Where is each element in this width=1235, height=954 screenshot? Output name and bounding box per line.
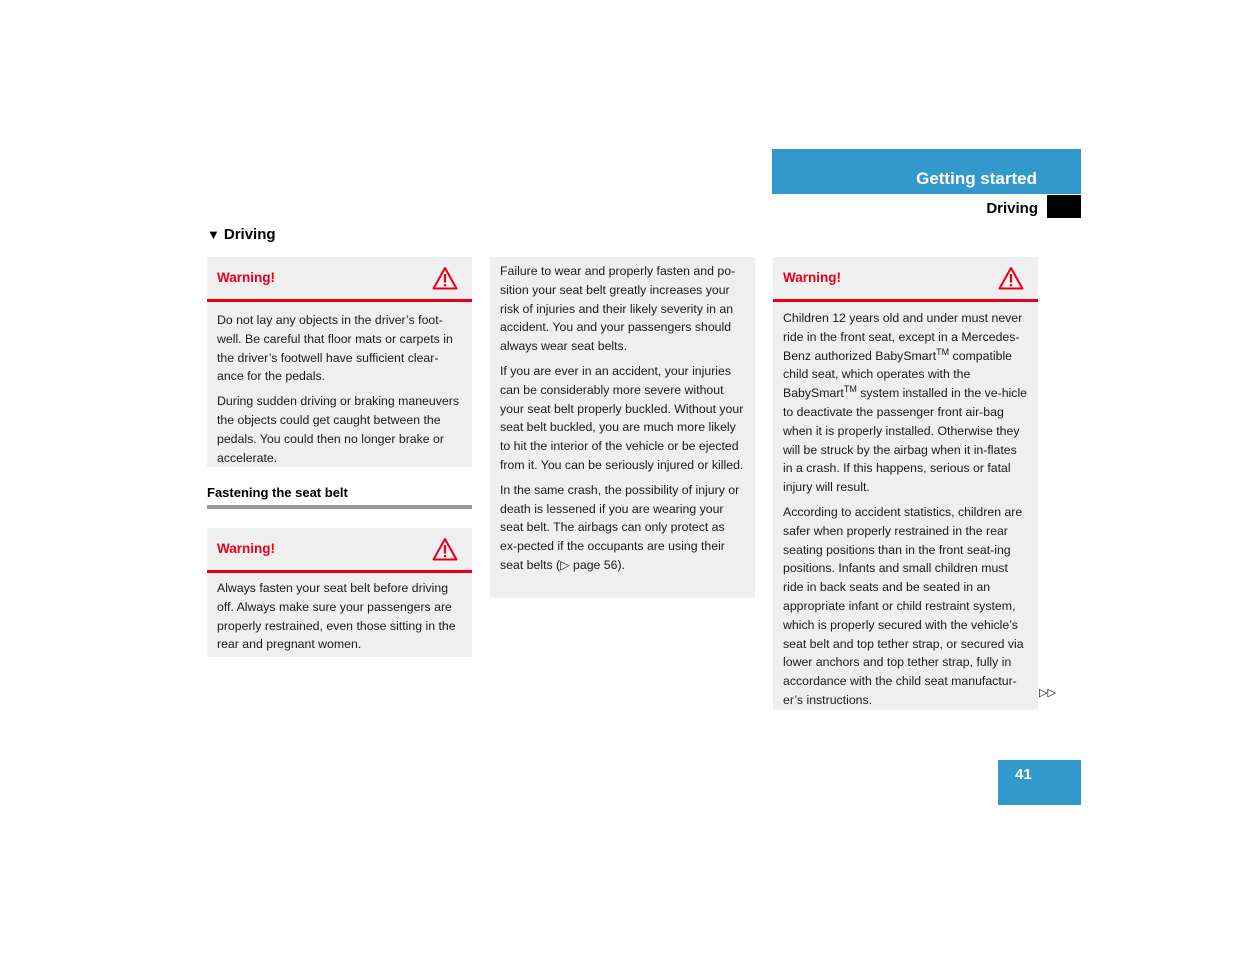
info-paragraph: Failure to wear and properly fasten and po-sition your seat belt greatly increases your risk of injuries and their likely severity in an accident. You and your passengers should always wear seat belts. xyxy=(500,264,736,354)
warning-paragraph: Do not lay any objects in the driver’s foot-well. Be careful that floor mats or carpets in the driver’s footwell have sufficient clear-ance for the pedals. xyxy=(217,313,453,384)
warning-paragraph: According to accident statistics, children are safer when properly restrained in the rear seating positions than in the front seat-ing positions. Infants and small children must ride in back seats and be seated in an appropriate infant or child restraint system, which is properly secured with the vehicle’s seat belt and top tether strap, or secured via lower anchors and top tether strap, fully in accordance with the child seat manufactur-er’s instructions. xyxy=(783,504,1024,707)
warning-triangle-icon xyxy=(432,266,458,290)
info-paragraph: In the same crash, the possibility of injury or death is lessened if you are wearing your seat belt. The airbags can only protect as ex-pected if the occupants are using their seat belts (▷ page 56). xyxy=(500,482,740,572)
warning-box-children xyxy=(773,257,1038,710)
warning-paragraph xyxy=(783,309,1028,497)
warning-text: compatible child seat, which operates with the BabySmart xyxy=(783,348,1013,401)
warning-body xyxy=(773,302,1038,710)
warning-header xyxy=(773,257,1038,302)
warning-text: system installed in the ve-hicle to deactivate the passenger front air-bag when it is properly installed. Otherwise they will be struck by the airbag when it in-flates in a crash. If this happens, serious or fatal injury will result. xyxy=(783,386,1028,495)
section-title: Driving xyxy=(986,200,1038,217)
page-number: 41 xyxy=(1015,766,1032,783)
section-marker-block xyxy=(1047,195,1081,218)
section-heading xyxy=(207,226,276,243)
warning-text: Children 12 years old and under must never ride in the front seat, except in a Mercedes-Benz authorized BabySmart xyxy=(783,311,1023,363)
page-number-tab xyxy=(998,760,1081,805)
warning-paragraph: During sudden driving or braking maneuvers the objects could get caught between the pedals. You could then no longer brake or accelerate. xyxy=(217,394,459,465)
subheading-rule xyxy=(207,505,472,509)
warning-paragraph: Always fasten your seat belt before driving off. Always make sure your passengers are properly restrained, even those sitting in the rear and pregnant women. xyxy=(217,581,456,652)
subheading-fastening-seat-belt: Fastening the seat belt xyxy=(207,485,348,500)
warning-header xyxy=(207,528,472,573)
section-heading-title: Driving xyxy=(223,226,276,243)
trademark-superscript: TM xyxy=(843,384,857,395)
triangle-down-icon: ▼ xyxy=(207,227,220,242)
warning-box-footwell xyxy=(207,257,472,467)
trademark-superscript: TM xyxy=(936,346,950,357)
warning-triangle-icon xyxy=(998,266,1024,290)
warning-body xyxy=(207,302,472,467)
info-box-seat-belt xyxy=(490,257,755,598)
warning-body xyxy=(207,573,472,654)
info-paragraph: If you are ever in an accident, your injuries can be considerably more severe without your seat belt properly buckled. Without your seat belt buckled, you are much more likely to hit the interior of the vehicle or be ejected from it. You can be seriously injured or killed. xyxy=(500,363,744,472)
warning-title: Warning! xyxy=(217,270,275,285)
warning-title: Warning! xyxy=(783,270,841,285)
warning-box-seat-belt xyxy=(207,528,472,657)
warning-triangle-icon xyxy=(432,537,458,561)
info-body xyxy=(490,257,755,575)
chapter-tab xyxy=(772,149,1081,194)
warning-title: Warning! xyxy=(217,541,275,556)
warning-header xyxy=(207,257,472,302)
continued-arrows-icon: ▷▷ xyxy=(1039,687,1056,699)
chapter-title: Getting started xyxy=(916,169,1037,188)
